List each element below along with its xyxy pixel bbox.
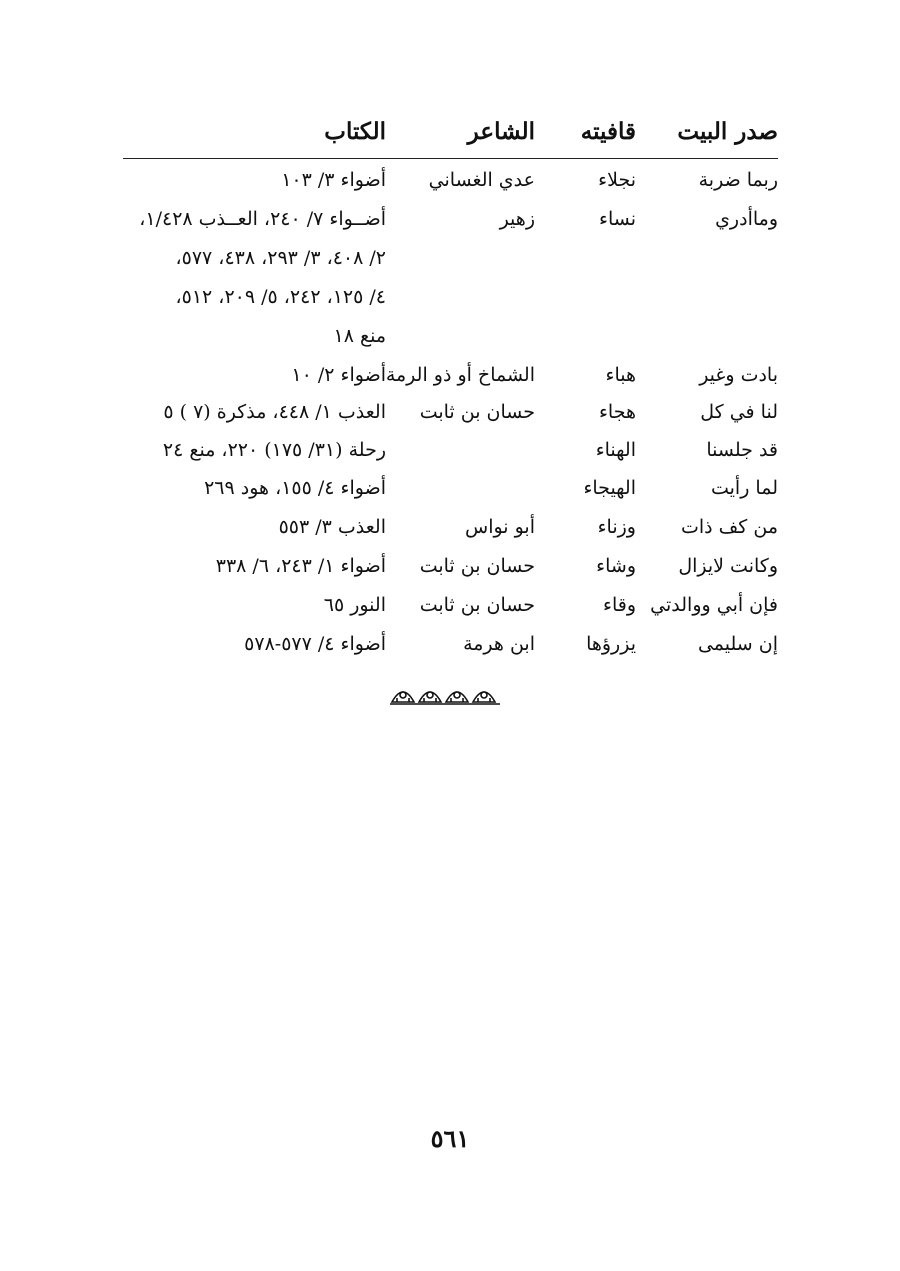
cell-sadr: قد جلسنا (706, 439, 778, 461)
cell-qafia: وزناء (597, 516, 636, 538)
header-qafia: قافيته (580, 118, 636, 145)
table-row (123, 318, 778, 354)
cell-kitab: أضواء ٤/ ١٥٥، هود ٢٦٩ (204, 477, 386, 499)
table-row (123, 587, 778, 623)
cell-kitab: النور ٦٥ (323, 594, 386, 616)
cell-sadr: لنا في كل (700, 401, 778, 423)
table-row (123, 548, 778, 584)
cell-shaer: الشماخ أو ذو الرمة (385, 364, 535, 386)
table-row (123, 509, 778, 545)
cell-sadr: إن سليمى (697, 633, 778, 655)
cell-shaer: حسان بن ثابت (419, 594, 535, 616)
cell-qafia: يزرؤها (586, 633, 636, 655)
cell-shaer: زهير (499, 208, 535, 230)
cell-kitab: العذب ١/ ٤٤٨، مذكرة (٧ ) ٥ (163, 401, 386, 423)
table-row (123, 394, 778, 430)
table-row (123, 279, 778, 315)
table-row (123, 240, 778, 276)
header-rule (123, 158, 778, 159)
cell-kitab: أضواء ٢/ ١٠ (291, 364, 386, 386)
cell-qafia: الهيجاء (583, 477, 636, 499)
table-row (123, 432, 778, 468)
cell-sadr: من كف ذات (680, 516, 778, 538)
cell-kitab: العذب ٣/ ٥٥٣ (278, 516, 386, 538)
cell-sadr: بادت وغير (699, 364, 778, 386)
table-row (123, 470, 778, 506)
header-shaer: الشاعر (467, 118, 535, 145)
table-row (123, 626, 778, 662)
header-kitab: الكتاب (324, 118, 386, 145)
table-header (123, 118, 778, 158)
table-row (123, 357, 778, 393)
cell-qafia: وشاء (596, 555, 636, 577)
cell-qafia: نجلاء (598, 169, 636, 191)
cell-shaer: عدي الغساني (428, 169, 535, 191)
cell-shaer: ابن هرمة (463, 633, 535, 655)
cell-shaer: حسان بن ثابت (419, 401, 535, 423)
header-sadr: صدر البيت (677, 118, 778, 145)
table-row (123, 201, 778, 237)
table-row (123, 162, 778, 198)
cell-kitab: أضواء ١/ ٢٤٣، ٦/ ٣٣٨ (215, 555, 386, 577)
cell-shaer: أبو نواس (465, 516, 535, 538)
cell-kitab: أضــواء ٧/ ٢٤٠، العــذب ١/٤٢٨، (139, 208, 386, 230)
cell-kitab: أضواء ٤/ ٥٧٧-٥٧٨ (244, 633, 386, 655)
cell-sadr: وماأدري (715, 208, 778, 230)
page-number: ٥٦١ (430, 1124, 470, 1153)
cell-kitab: ٢/ ٤٠٨، ٣/ ٢٩٣، ٤٣٨، ٥٧٧، (175, 247, 386, 269)
cell-sadr: وكانت لايزال (678, 555, 778, 577)
cell-qafia: وقاء (603, 594, 636, 616)
cell-qafia: نساء (599, 208, 636, 230)
floral-ornament-icon (389, 680, 501, 706)
cell-sadr: ربما ضربة (698, 169, 778, 191)
cell-kitab: منع ١٨ (333, 325, 386, 347)
cell-sadr: لما رأيت (710, 477, 778, 499)
cell-qafia: هجاء (598, 401, 636, 423)
cell-shaer: حسان بن ثابت (419, 555, 535, 577)
cell-sadr: فإن أبي ووالدتي (650, 594, 778, 616)
cell-kitab: ٤/ ١٢٥، ٢٤٢، ٥/ ٢٠٩، ٥١٢، (175, 286, 386, 308)
cell-qafia: الهناء (595, 439, 636, 461)
cell-qafia: هباء (605, 364, 636, 386)
cell-kitab: أضواء ٣/ ١٠٣ (281, 169, 386, 191)
cell-kitab: رحلة (٣١/ ١٧٥) ٢٢٠، منع ٢٤ (162, 439, 386, 461)
